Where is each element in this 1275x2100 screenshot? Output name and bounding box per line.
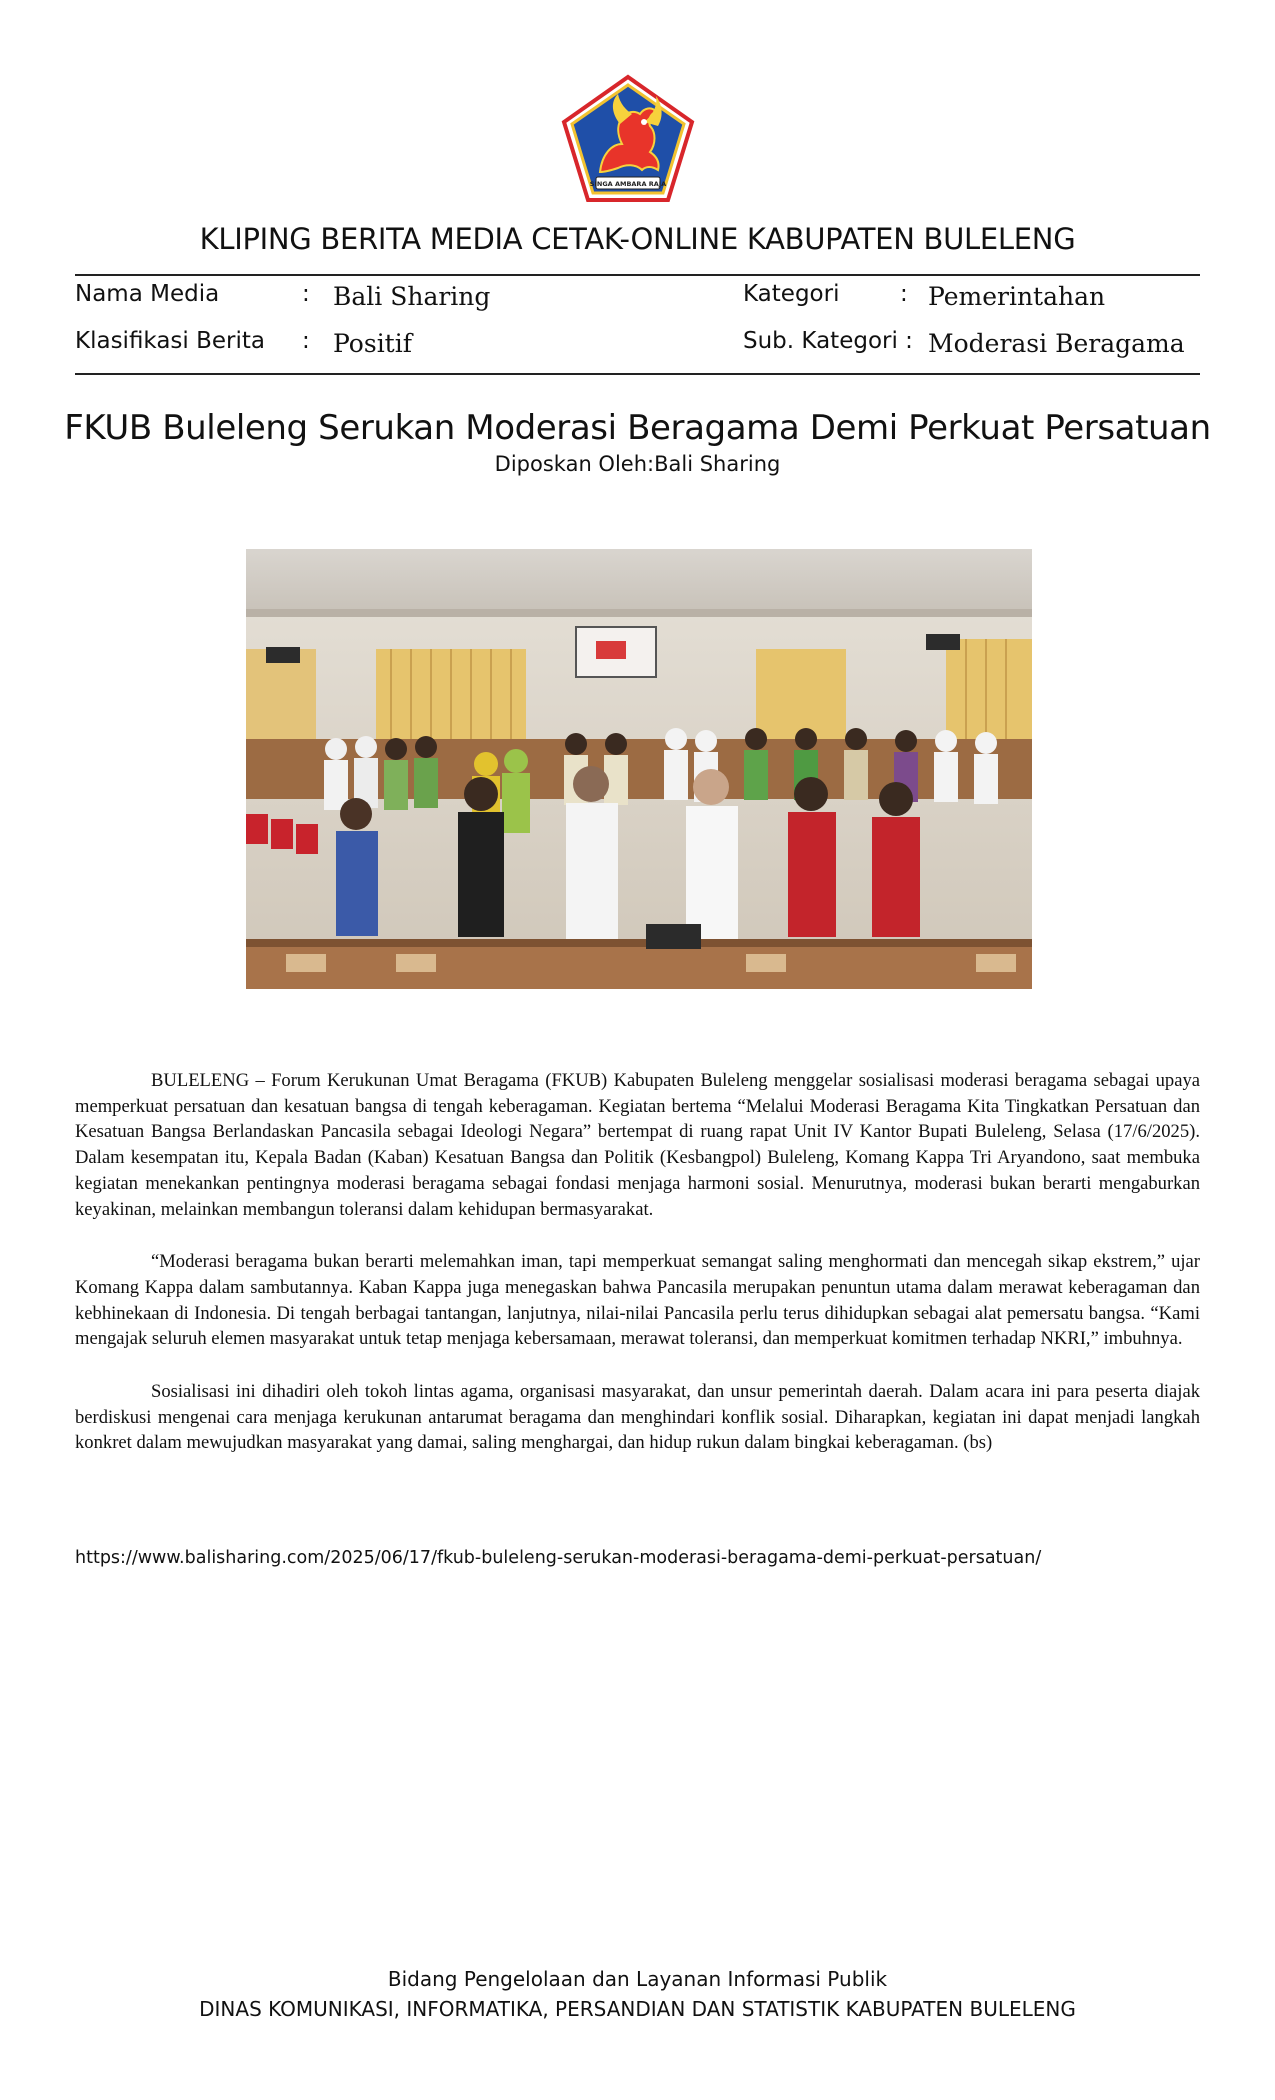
source-url-link[interactable]: https://www.balisharing.com/2025/06/17/fkub-buleleng-serukan-moderasi-beragama-demi-perkuat-persatuan/ <box>75 1548 1042 1568</box>
article-headline: FKUB Buleleng Serukan Moderasi Beragama Demi Perkuat Persatuan <box>64 408 1211 448</box>
klasifikasi-value: Positif <box>333 329 412 358</box>
event-group-photo <box>246 549 1032 989</box>
nama-media-value: Bali Sharing <box>333 282 491 311</box>
sub-kategori-value: Moderasi Beragama <box>928 329 1185 358</box>
sub-kategori-label: Sub. Kategori : <box>743 328 913 354</box>
footer-department: Bidang Pengelolaan dan Layanan Informasi Publik <box>387 1967 888 1991</box>
nama-media-colon: : <box>302 281 310 307</box>
klasifikasi-colon: : <box>302 328 310 354</box>
top-divider <box>75 274 1200 276</box>
bottom-divider <box>75 373 1200 375</box>
article-paragraph-2: “Moderasi beragama bukan berarti melemahkan iman, tapi memperkuat semangat saling menghormati dan mencegah sikap ekstrem,” ujar Komang Kappa dalam sambutannya. Kaban Kappa juga menegaskan bahwa Pancasila merupakan penuntun utama dalam merawat keberagaman dan kebhinekaan di Indonesia. Di tengah berbagai tantangan, lanjutnya, nilai-nilai Pancasila perlu terus dihidupkan sebagai alat pemersatu bangsa. “Kami mengajak seluruh elemen masyarakat untuk tetap menjaga kebersamaan, merawat toleransi, dan memperkuat komitmen terhadap NKRI,” imbuhnya. <box>75 1251 1200 1350</box>
kategori-colon: : <box>900 281 908 307</box>
article-body <box>75 1068 1200 1483</box>
klasifikasi-label: Klasifikasi Berita <box>75 328 266 354</box>
buleleng-crest-logo <box>560 74 696 204</box>
footer-agency: DINAS KOMUNIKASI, INFORMATIKA, PERSANDIAN DAN STATISTIK KABUPATEN BULELENG <box>199 1997 1076 2021</box>
nama-media-label: Nama Media <box>75 281 220 307</box>
article-paragraph-1: BULELENG – Forum Kerukunan Umat Beragama (FKUB) Kabupaten Buleleng menggelar sosialisasi moderasi beragama sebagai upaya memperkuat persatuan dan kesatuan bangsa di tengah keberagaman. Kegiatan bertema “Melalui Moderasi Beragama Kita Tingkatkan Persatuan dan Kesatuan Bangsa Berlandaskan Pancasila sebagai Ideologi Negara” bertempat di ruang rapat Unit IV Kantor Bupati Buleleng, Selasa (17/6/2025). Dalam kesempatan itu, Kepala Badan (Kaban) Kesatuan Bangsa dan Politik (Kesbangpol) Buleleng, Komang Kappa Tri Aryandono, saat membuka kegiatan menekankan pentingnya moderasi beragama sebagai fondasi menjaga harmoni sosial. Menurutnya, moderasi bukan berarti mengaburkan keyakinan, melainkan membangun toleransi dalam kehidupan bermasyarakat. <box>75 1070 1200 1220</box>
logo-motto: SINGA AMBARA RAJA <box>589 180 667 188</box>
article-byline: Diposkan Oleh:Bali Sharing <box>494 452 781 476</box>
clipping-title: KLIPING BERITA MEDIA CETAK-ONLINE KABUPATEN BULELENG <box>199 222 1076 256</box>
kategori-label: Kategori <box>743 281 840 307</box>
kategori-value: Pemerintahan <box>928 282 1106 311</box>
article-paragraph-3: Sosialisasi ini dihadiri oleh tokoh lintas agama, organisasi masyarakat, dan unsur pemerintah daerah. Dalam acara ini para peserta diajak berdiskusi mengenai cara menjaga kerukunan antarumat beragama dan menghindari konflik sosial. Diharapkan, kegiatan ini dapat menjadi langkah konkret dalam mewujudkan masyarakat yang damai, saling menghargai, dan hidup rukun dalam bingkai keberagaman. (bs) <box>75 1381 1200 1454</box>
